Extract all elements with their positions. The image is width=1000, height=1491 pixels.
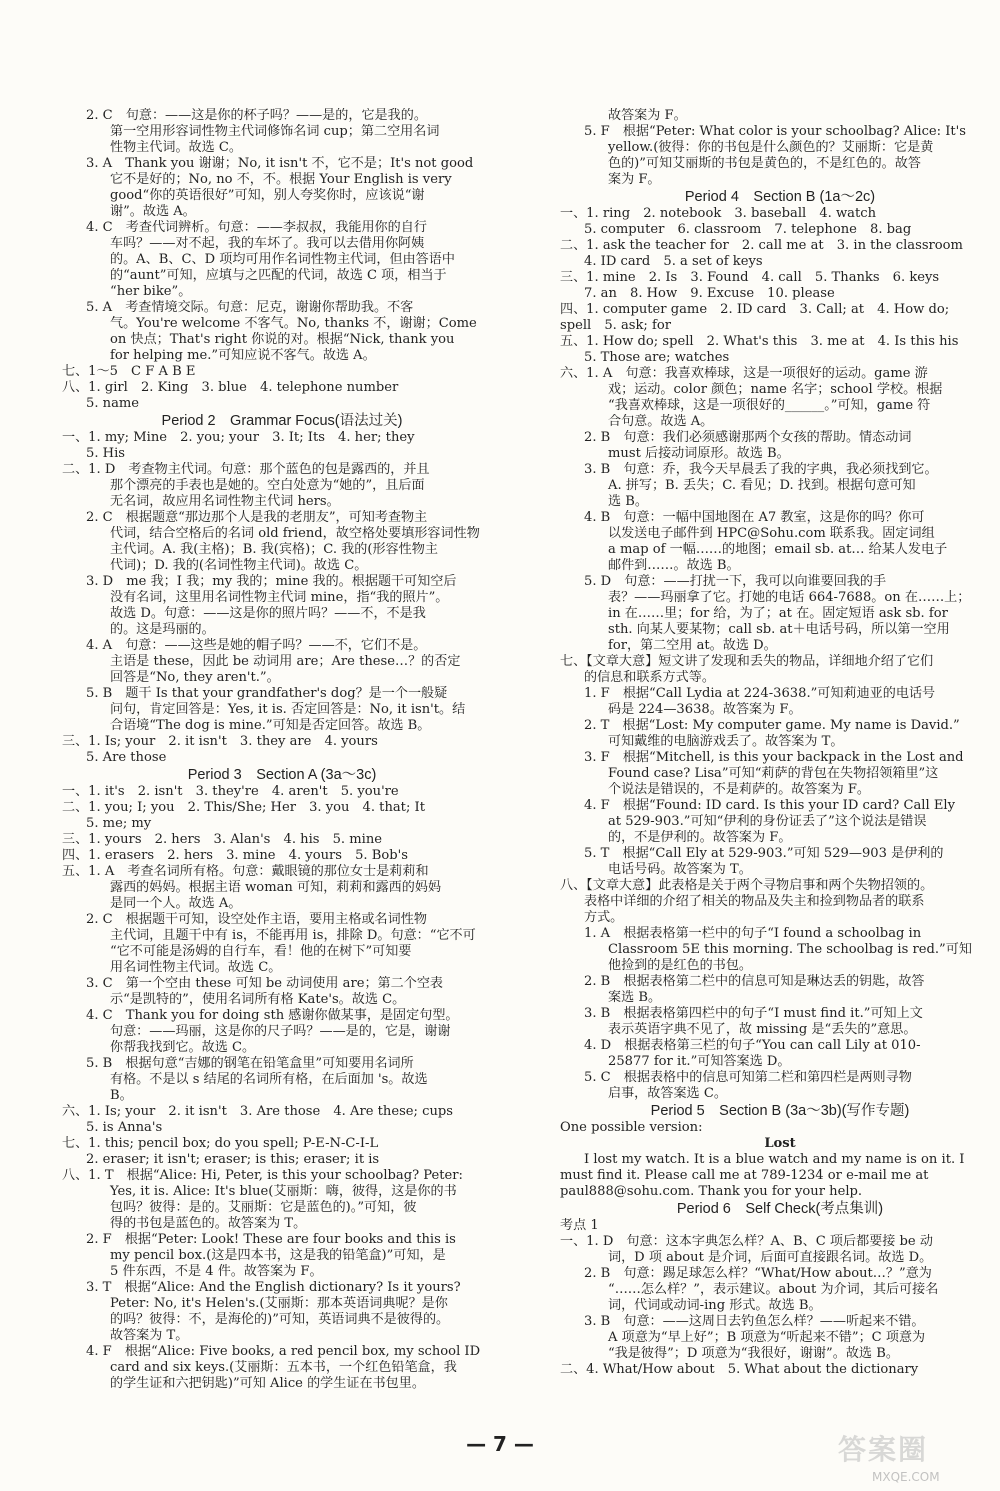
answer-line: 性物主代词。故选 C。 [110,140,243,155]
answer-line: 七、1～5 C F A B E [62,364,196,379]
answer-line: 代词，结合空格后的名词 old friend，故空格处要填形容词性物 [110,526,480,541]
answer-line: 案为 F。 [608,172,661,187]
answer-line: 是同一个人。故选 A。 [110,896,242,911]
answer-line: A 项意为“早上好”；B 项意为“听起来不错”；C 项意为 [608,1330,926,1345]
answer-line: 问句，肯定回答是：Yes, it is. 否定回答是：No, it isn't。结 [110,702,466,717]
answer-line: 2. B 根据表格第二栏中的信息可知是琳达丢的钥匙，故答 [584,974,925,989]
answer-line: B。 [110,1088,133,1103]
answer-line: 二、1. ask the teacher for 2. call me at 3. in the classroom [560,238,963,253]
answer-line: 一、1. my; Mine 2. you; your 3. It; Its 4. her; they [62,430,415,445]
answer-line: 无名词，故应用名词性物主代词 hers。 [110,494,340,509]
answer-line: 2. T 根据“Lost: My computer game. My name is David.” [584,718,960,733]
answer-line: 故答案为 F。 [608,108,687,123]
answer-line: Lost [764,1136,796,1151]
answer-line: 5. A 考查情境交际。句意：尼克，谢谢你帮助我。不客 [86,300,414,315]
answer-line: 色的)”可知艾丽斯的书包是黄色的，不是红色的。故答 [608,156,921,171]
section-heading: Period 3 Section A (3a～3c) [187,767,377,783]
answer-line: 故选 D。句意：——这是你的照片吗？——不，不是我 [110,606,426,621]
answer-line: 1. A 根据表格第一栏中的句子“I found a schoolbag in [584,926,922,941]
answer-line: 一、1. it's 2. isn't 3. they're 4. aren't 5. you're [62,784,399,799]
answer-line: 三、1. mine 2. Is 3. Found 4. call 5. Thanks 6. keys [560,270,940,285]
answer-line: 八、1. T 根据“Alice: Hi, Peter, is this your schoolbag? Peter: [62,1168,463,1183]
answer-line: 可知戴维的电脑游戏丢了。故答案为 T。 [608,734,844,749]
answer-line: 2. F 根据“Peter: Look! These are four books and this is [86,1232,456,1247]
answer-line: Classroom 5E this morning. The schoolbag is red.”可知 [608,942,972,957]
answer-line: 他捡到的是红色的书包。 [608,958,753,973]
answer-line: 3. B 句意：——这周日去钓鱼怎么样？——听起来不错。 [584,1314,925,1329]
answer-line: card and six keys.(艾丽斯：五本书，一个红色铅笔盒，我 [110,1360,457,1375]
answer-line: 方式。 [584,910,624,925]
answer-line: a map of 一幅……的地图；email sb. at… 给某人发电子 [608,542,948,557]
answer-line: 5. B 题干 Is that your grandfather's dog？是一个一般疑 [86,686,448,701]
answer-line: 码是 224—3638。故答案为 F。 [608,702,802,717]
answer-line: good“你的英语很好”可知，别人夸奖你时，应该说“谢 [110,188,425,203]
answer-line: for，第二空用 at。故选 D。 [608,638,777,653]
right-column [560,108,1000,1378]
section-heading: Period 5 Section B (3a～3b)(写作专题) [650,1103,910,1119]
answer-line: 车吗？——对不起，我的车坏了。我可以去借用你阿姨 [110,236,425,251]
answer-line: 电话号码。故答案为 T。 [608,862,752,877]
answer-line: 一、1. D 句意：这本字典怎么样？A、B、C 项后都要接 be 动 [560,1234,933,1249]
answer-line: 3. F 根据“Mitchell, is this your backpack in the Lost and [584,750,964,765]
answer-line: 没有名词，这里用名词性物主代词 mine，指“我的照片”。 [110,590,449,605]
answer-line: 句意：——玛丽，这是你的尺子吗？——是的，它是，谢谢 [110,1024,451,1039]
answer-line: 四、1. erasers 2. hers 3. mine 4. yours 5. Bob's [62,848,408,863]
answer-line: 4. D 根据表格第三栏的句子“You can call Lily at 010- [584,1038,921,1053]
answer-line: 包吗？彼得：是的。艾丽斯：它是蓝色的)。”可知，彼 [110,1200,417,1215]
answer-line: 七、1. this; pencil box; do you spell; P-E-N-C-I-L [62,1136,379,1151]
answer-line: yellow.(彼得：你的书包是什么颜色的？艾丽斯：它是黄 [608,140,934,155]
section-heading: Period 2 Grammar Focus(语法过关) [161,413,403,429]
answer-line: 个说法是错误的，不是莉萨的。故答案为 F。 [608,782,871,797]
answer-line: 八、1. girl 2. King 3. blue 4. telephone number [62,380,399,395]
answer-line: my pencil box.(这是四本书，这是我的铅笔盒)”可知，是 [110,1248,446,1263]
left-column [62,108,502,1392]
answer-line: spell 5. ask; for [560,318,671,333]
answer-line: 案选 B。 [608,990,662,1005]
answer-line: at 529-903.”可知“伊利的身份证丢了”这个说法是错误 [608,814,927,829]
answer-line: 的“aunt”可知，应填与之匹配的代词，故选 C 项，相当于 [110,268,447,283]
answer-line: A. 拼写；B. 丢失；C. 看见；D. 找到。根据句意可知 [608,478,916,493]
answer-line: “……怎么样？”，表示建议。about 为介词，其后可接名 [608,1282,939,1297]
answer-line: 它不是好的；No, no 不，不。根据 Your English is very [110,172,452,187]
answer-line: Found case? Lisa”可知“莉萨的背包在失物招领箱里”这 [608,766,939,781]
answer-line: 5. T 根据“Call Ely at 529-903.”可知 529—903 是伊利的 [584,846,944,861]
answer-line: 25877 for it.”可知答案选 D。 [608,1054,791,1069]
answer-line: 4. C 考查代词辨析。句意：——李叔叔，我能用你的自行 [86,220,427,235]
answer-line: in 在……里；for 给，为了；at 在。固定短语 ask sb. for [608,606,948,621]
answer-line: 2. B 句意：我们必须感谢那两个女孩的帮助。情态动词 [584,430,912,445]
answer-line: 2. C 根据题干可知，设空处作主语，要用主格或名词性物 [86,912,427,927]
answer-line: 五、1. How do; spell 2. What's this 3. me at 4. Is this his [560,334,959,349]
answer-line: 六、1. A 句意：我喜欢棒球，这是一项很好的运动。game 游 [560,366,928,381]
answer-line: 有格。不是以 s 结尾的名词所有格，在后面加 's。故选 [110,1072,428,1087]
answer-line: “它不可能是汤姆的自行车，看！他的在树下”可知要 [110,944,412,959]
answer-line: 合句意。故选 A。 [608,414,714,429]
answer-line: 5. His [86,446,125,461]
answer-line: 3. B 根据表格第四栏中的句子“I must find it.”可知上文 [584,1006,923,1021]
answer-line: 词，代词或动词-ing 形式。故选 B。 [608,1298,822,1313]
answer-line: 的，不是伊利的。故答案为 F。 [608,830,792,845]
answer-line: 5. computer 6. classroom 7. telephone 8. bag [584,222,912,237]
answer-line: 考点 1 [560,1218,599,1233]
answer-line: 戏；运动。color 颜色；name 名字；school 学校。根据 [608,382,943,397]
answer-line: 3. A Thank you 谢谢；No, it isn't 不，它不是；It's not good [86,156,474,171]
answer-line: 3. C 第一个空由 these 可知 be 动词使用 are；第二个空表 [86,976,444,991]
answer-line: 3. T 根据“Alice: And the English dictionary? Is it yours? [86,1280,461,1295]
answer-line: 的吗？彼得：不，是海伦的)”可知，英语词典不是彼得的。 [110,1312,450,1327]
answer-line: 那个漂亮的手表也是她的。空白处意为“她的”，且后面 [110,478,425,493]
answer-line: 表示英语字典不见了，故 missing 是“丢失的”意思。 [608,1022,917,1037]
answer-line: 5. is Anna's [86,1120,163,1135]
answer-line: 2. B 句意：踢足球怎么样？“What/How about…？”意为 [584,1266,932,1281]
answer-line: 7. an 8. How 9. Excuse 10. please [584,286,835,301]
answer-line: Yes, it is. Alice: It's blue(艾丽斯：嗨，彼得，这是你的书 [110,1184,457,1199]
answer-line: 得的书包是蓝色的。故答案为 T。 [110,1216,307,1231]
answer-line: 八、【文章大意】此表格是关于两个寻物启事和两个失物招领的。 [560,878,934,893]
answer-line: 回答是“No, they aren't.”。 [110,670,280,685]
answer-line: 二、4. What/How about 5. What about the dictionary [560,1362,919,1377]
answer-line: 主语是 these，因此 be 动词用 are；Are these…？的否定 [110,654,461,669]
answer-line: 5. name [86,396,140,411]
page-number: — 7 — [466,1432,534,1456]
answer-line: 六、1. Is; your 2. it isn't 3. Are those 4. Are these; cups [62,1104,453,1119]
answer-line: 合语境“The dog is mine.”可知是否定回答。故选 B。 [110,718,431,733]
answer-line: must 后接动词原形。故选 B。 [608,446,790,461]
answer-line: 5 件东西，不是 4 件。故答案为 F。 [110,1264,323,1279]
section-heading: Period 6 Self Check(考点集训) [676,1201,884,1217]
answer-line: “我喜欢棒球，这是一项很好的______。”可知，game 符 [608,398,931,413]
answer-line: 主代词。A. 我(主格)；B. 我(宾格)；C. 我的(形容性物主 [110,542,438,557]
answer-line: 二、1. D 考查物主代词。句意：那个蓝色的包是露西的，并且 [62,462,430,477]
answer-line: 用名词性物主代词。故选 C。 [110,960,282,975]
answer-line: 以发送电子邮件到 HPC@Sohu.com 联系我。固定词组 [608,526,935,541]
answer-line: 4. ID card 5. a set of keys [584,254,763,269]
answer-line: sth. 向某人要某物；call sb. at＋电话号码，所以第一空用 [608,622,950,637]
answer-line: 的。A、B、C、D 项均可用作名词性物主代词，但由答语中 [110,252,455,267]
answer-line: 一、1. ring 2. notebook 3. baseball 4. watch [560,206,877,221]
answer-line: 启事，故答案选 C。 [608,1086,727,1101]
answer-line: 4. A 句意：——这些是她的帽子吗？——不，它们不是。 [86,638,427,653]
answer-line: 4. F 根据“Found: ID card. Is this your ID card? Call Ely [584,798,955,813]
answer-line: 2. C 句意：——这是你的杯子吗？——是的，它是我的。 [86,108,427,123]
answer-line: “her bike”。 [110,284,192,299]
answer-line: “我是彼得”；D 项意为“我很好，谢谢”。故选 B。 [608,1346,899,1361]
answer-line: 5. C 根据表格中的信息可知第二栏和第四栏是两则寻物 [584,1070,912,1085]
answer-line: 4. C Thank you for doing sth 感谢你做某事，是固定句型。 [86,1008,459,1023]
essay-paragraph: I lost my watch. It is a blue watch and my name is on it. I must find it. Please call me at 789-1234 or e-mail me at paul888@sohu.com. Thank you for your help. [560,1152,965,1199]
answer-line: 代词)；D. 我的(名词性物主代词)。故选 C。 [110,558,368,573]
answer-line: 五、1. A 考查名词所有格。句意：戴眼镜的那位女士是莉莉和 [62,864,429,879]
answer-line: Peter: No, it's Helen's.(艾丽斯：那本英语词典呢？是你 [110,1296,448,1311]
answer-line: 七、【文章大意】短文讲了发现和丢失的物品，详细地介绍了它们 [560,654,934,669]
watermark-url: MXQE.COM [872,1470,940,1484]
answer-line: 5. D 句意：——打扰一下，我可以向谁要回我的手 [584,574,887,589]
answer-line: 3. D me 我；I 我；my 我的；mine 我的。根据题干可知空后 [86,574,457,589]
answer-line: 露西的妈妈。根据主语 woman 可知，莉莉和露西的妈妈 [110,880,442,895]
answer-line: 你帮我找到它。故选 C。 [110,1040,256,1055]
answer-line: 邮件到……。故选 B。 [608,558,740,573]
answer-line: on 快点；That's right 你说的对。根据“Nick, thank you [110,332,455,347]
answer-line: 示“是凯特的”，使用名词所有格 Kate's。故选 C。 [110,992,406,1007]
answer-line: 5. Are those [86,750,167,765]
answer-line: 词，D 项 about 是介词，后面可直接跟名词。故选 D。 [608,1250,933,1265]
answer-line: 主代词，且题干中有 is，不能再用 is，排除 D。句意：“它不可 [110,928,476,943]
answer-line: 四、1. computer game 2. ID card 3. Call; at 4. How do; [560,302,950,317]
answer-line: 的信息和联系方式等。 [584,670,715,685]
answer-line: 三、1. yours 2. hers 3. Alan's 4. his 5. mine [62,832,383,847]
answer-line: 二、1. you; I; you 2. This/She; Her 3. you 4. that; It [62,800,425,815]
answer-line: 5. F 根据“Peter: What color is your schoolbag? Alice: It's [584,124,966,139]
answer-line: 5. B 根据句意“吉娜的钢笔在铅笔盒里”可知要用名词所 [86,1056,414,1071]
answer-line: 谢”。故选 A。 [110,204,196,219]
answer-line: 4. B 句意：一幅中国地图在 A7 教室，这是你的吗？你可 [584,510,925,525]
answer-line: 故答案为 T。 [110,1328,189,1343]
answer-line: 表格中详细的介绍了相关的物品及失主和捡到物品者的联系 [584,894,925,909]
answer-line: 5. Those are; watches [584,350,730,365]
answer-line: for helping me.”可知应说不客气。故选 A。 [110,348,376,363]
answer-line: 5. me; my [86,816,152,831]
answer-line: 三、1. Is; your 2. it isn't 3. they are 4. yours [62,734,378,749]
answer-line: 气。You're welcome 不客气。No, thanks 不，谢谢；Come [110,316,477,331]
watermark-logo: 答案圈 [838,1433,929,1466]
answer-line: 2. C 根据题意“那边那个人是我的老朋友”，可知考查物主 [86,510,428,525]
section-heading: Period 4 Section B (1a～2c) [684,189,876,205]
answer-line: 1. F 根据“Call Lydia at 224-3638.”可知莉迪亚的电话号 [584,686,936,701]
answer-line: 2. eraser; it isn't; eraser; is this; eraser; it is [86,1152,380,1167]
answer-line: One possible version: [560,1120,703,1135]
answer-line: 的。这是玛丽的。 [110,622,215,637]
answer-line: 表？——玛丽拿了它。打她的电话 664-7688。on 在……上； [608,590,971,605]
answer-line: 第一空用形容词性物主代词修饰名词 cup；第二空用名词 [110,124,440,139]
answer-line: 4. F 根据“Alice: Five books, a red pencil box, my school ID [86,1344,481,1359]
answer-line: 3. B 句意：乔，我今天早晨丢了我的字典，我必须找到它。 [584,462,938,477]
answer-line: 的学生证和六把钥匙)”可知 Alice 的学生证在书包里。 [110,1376,425,1391]
answer-line: 选 B。 [608,494,648,509]
